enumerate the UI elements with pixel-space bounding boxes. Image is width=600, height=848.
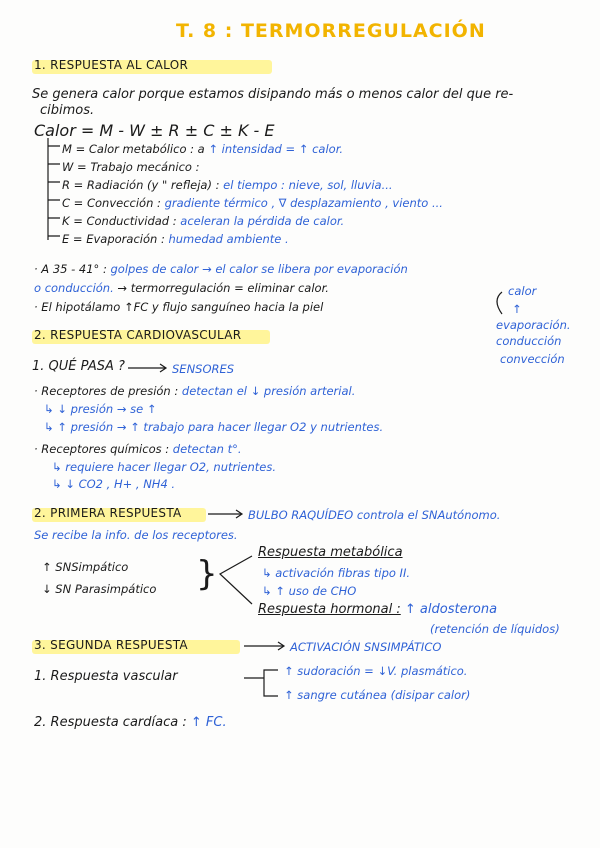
list-item: E = Evaporación : humedad ambiente . xyxy=(62,232,289,246)
sub-item: ↳ ↑ uso de CHO xyxy=(262,584,357,598)
intro-text: cibimos. xyxy=(40,103,95,118)
bullet-line: · El hipotálamo ↑FC y flujo sanguíneo hacia la piel xyxy=(34,300,324,314)
metabolic-response: Respuesta metabólica xyxy=(258,545,403,560)
cardiac-response: 2. Respuesta cardíaca : ↑ FC. xyxy=(34,715,227,730)
side-note: calor xyxy=(508,284,537,298)
second-response-text: ACTIVACIÓN SNSIMPÁTICO xyxy=(290,640,442,654)
sub-item: ↳ requiere hacer llegar O2, nutrientes. xyxy=(52,460,277,474)
list-item: M = Calor metabólico : a ↑ intensidad = ↑ calor. xyxy=(62,142,344,156)
intro-text: Se genera calor porque estamos disipando más o menos calor del que re- xyxy=(32,87,514,102)
side-note: ↑ xyxy=(512,302,522,316)
bullet-line: · Receptores químicos : detectan t°. xyxy=(34,442,242,456)
list-item: K = Conductividad : aceleran la pérdida de calor. xyxy=(62,214,345,228)
vascular-response: 1. Respuesta vascular xyxy=(34,669,178,684)
bullet-line: · Receptores de presión : detectan el ↓ presión arterial. xyxy=(34,384,356,398)
sub-item: ↑ sangre cutánea (disipar calor) xyxy=(284,688,471,702)
hormonal-response: Respuesta hormonal : ↑ aldosterona xyxy=(258,602,498,617)
subheading: 1. QUÉ PASA ? xyxy=(32,359,125,374)
section-heading: 1. RESPUESTA AL CALOR xyxy=(34,58,189,72)
sub-item: ↳ ↓ CO2 , H+ , NH4 . xyxy=(52,477,176,491)
brace: } xyxy=(196,554,218,594)
list-item: W = Trabajo mecánico : xyxy=(62,160,200,174)
list-item: C = Convección : gradiente térmico , ∇ desplazamiento , viento ... xyxy=(62,196,443,210)
bullet-line: o conducción. → termorregulación = eliminar calor. xyxy=(34,281,329,295)
section-heading: 2. PRIMERA RESPUESTA xyxy=(34,506,182,520)
list-item: R = Radiación (y " refleja) : el tiempo : nieve, sol, lluvia... xyxy=(62,178,393,192)
section-heading: 3. SEGUNDA RESPUESTA xyxy=(34,638,188,652)
sub-item: (retención de líquidos) xyxy=(430,622,560,636)
side-note: evaporación. xyxy=(496,318,571,332)
page-title: T. 8 : TERMORREGULACIÓN xyxy=(176,20,486,42)
section-heading: 2. RESPUESTA CARDIOVASCULAR xyxy=(34,328,242,342)
sub-item: ↑ sudoración = ↓V. plasmático. xyxy=(284,664,468,678)
side-note: conducción xyxy=(496,334,562,348)
bullet-line: · A 35 - 41° : golpes de calor → el calor se libera por evaporación xyxy=(34,262,408,276)
sn-label: ↓ SN Parasimpático xyxy=(42,582,157,596)
formula-text: Calor = M - W ± R ± C ± K - E xyxy=(34,121,275,140)
first-response-text: BULBO RAQUÍDEO controla el SNAutónomo. xyxy=(248,508,501,522)
sn-label: ↑ SNSimpático xyxy=(42,560,129,574)
sub-item: ↳ ↓ presión → se ↑ xyxy=(44,402,157,416)
first-response-text: Se recibe la info. de los receptores. xyxy=(34,528,238,542)
sub-item: ↳ ↑ presión → ↑ trabajo para hacer llegar O2 y nutrientes. xyxy=(44,420,384,434)
sub-item: ↳ activación fibras tipo II. xyxy=(262,566,411,580)
side-note: convección xyxy=(500,352,565,366)
sensores-label: SENSORES xyxy=(172,362,235,376)
